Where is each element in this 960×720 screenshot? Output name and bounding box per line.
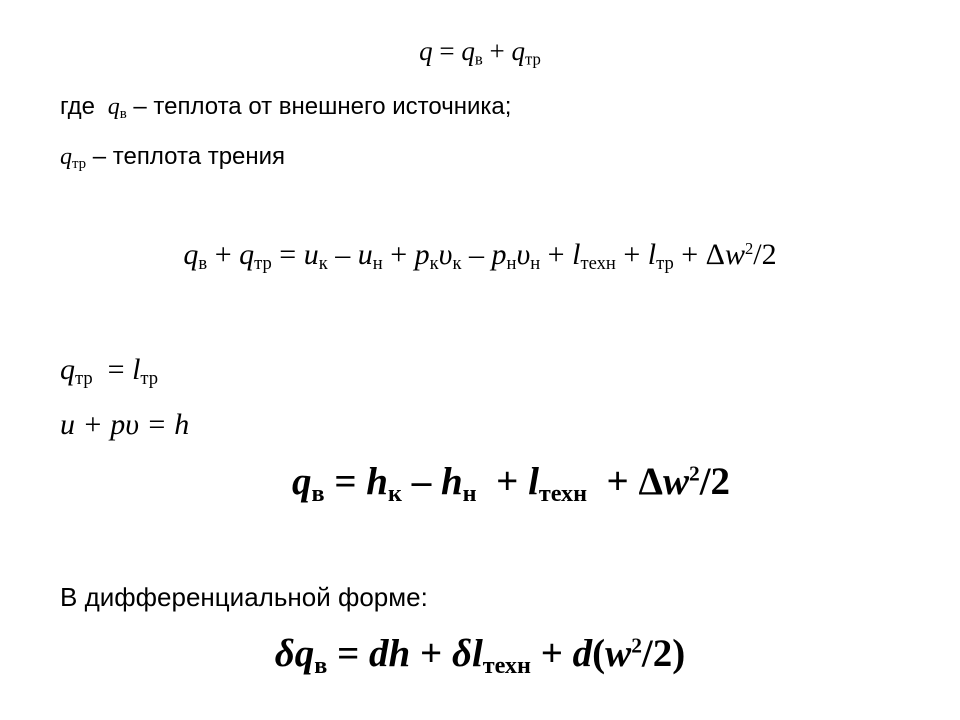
subscript: к (452, 253, 462, 275)
subscript: н (506, 253, 517, 275)
operator: + Δ (673, 238, 725, 271)
subscript: тр (140, 368, 159, 390)
symbol-d: d (572, 632, 593, 675)
operator: + (530, 632, 573, 675)
operator: – (327, 238, 358, 271)
symbol-p: p (491, 238, 507, 271)
subscript-v: в (474, 49, 483, 69)
superscript: 2 (689, 461, 700, 486)
subscript: н (462, 479, 477, 507)
operator: = (324, 460, 367, 503)
symbol-q: q (292, 460, 312, 503)
symbol-l: l (132, 353, 141, 386)
operator: + Δ (587, 460, 663, 503)
fraction-tail: /2 (753, 238, 777, 271)
symbol-h: h (440, 460, 463, 503)
subscript: тр (254, 253, 272, 275)
friction-equality (60, 355, 158, 389)
symbol-delta-l: δl (451, 632, 483, 675)
symbol-q-external: q (107, 94, 120, 120)
subscript: н (530, 253, 541, 275)
symbol-q: q (60, 353, 75, 386)
heat-balance-equation (0, 38, 960, 68)
where-word: где (60, 93, 102, 120)
fraction-tail: /2) (641, 632, 686, 675)
differential-form-heading: В дифференциальной форме: (60, 582, 428, 612)
differential-equation (0, 634, 960, 678)
subscript: в (314, 651, 328, 679)
subscript: н (372, 253, 383, 275)
superscript: 2 (744, 238, 754, 258)
subscript: техн (538, 479, 588, 507)
definition-text: – теплота от внешнего источника; (126, 93, 512, 120)
symbol-q: q (183, 238, 199, 271)
operator-plus: + (482, 36, 512, 66)
operator: + (207, 238, 240, 271)
symbol-q-external: q (461, 36, 475, 66)
definition-external-heat (60, 95, 511, 122)
symbol-l: l (572, 238, 581, 271)
symbol-u: u (303, 238, 319, 271)
symbol-upsilon: υ (438, 238, 453, 271)
symbol-q-friction: q (511, 36, 525, 66)
subscript-v: в (119, 106, 127, 123)
operator: = (271, 238, 304, 271)
subscript: к (429, 253, 439, 275)
subscript: тр (75, 368, 93, 390)
operator: + (540, 238, 573, 271)
definition-friction-heat (60, 145, 285, 172)
symbol-q: q (419, 36, 433, 66)
operator: = (92, 353, 133, 386)
symbol-p: p (414, 238, 430, 271)
subscript-tr: тр (524, 49, 541, 69)
subscript: в (198, 253, 208, 275)
paren-open: ( (592, 632, 606, 675)
symbol-w: w (605, 632, 632, 675)
operator: + (615, 238, 648, 271)
energy-balance-equation (0, 240, 960, 274)
subscript-tr: тр (72, 156, 87, 173)
symbol-w: w (724, 238, 745, 271)
symbol-q: q (239, 238, 255, 271)
operator: + (476, 460, 529, 503)
operator: – (401, 460, 441, 503)
enthalpy-definition: u + pυ = h (60, 408, 190, 441)
symbol-h: h (366, 460, 388, 503)
subscript: к (318, 253, 328, 275)
symbol-w: w (662, 460, 689, 503)
symbol-l: l (528, 460, 539, 503)
superscript: 2 (631, 633, 642, 658)
subscript: тр (656, 253, 674, 275)
subscript: техн (482, 651, 531, 679)
operator-equals: = (432, 36, 462, 66)
operator: + (410, 632, 452, 675)
definition-text: – теплота трения (86, 143, 286, 170)
subscript: в (311, 479, 325, 507)
symbol-dh: dh (369, 632, 411, 675)
symbol-upsilon: υ (516, 238, 531, 271)
symbol-l: l (647, 238, 657, 271)
subscript: техн (580, 253, 616, 275)
subscript: к (388, 479, 402, 507)
operator: + (382, 238, 415, 271)
symbol-q-friction: q (60, 144, 72, 170)
symbol-u: u (357, 238, 373, 271)
result-equation (292, 462, 730, 506)
operator: – (461, 238, 492, 271)
fraction-tail: /2 (699, 460, 731, 503)
operator: = (327, 632, 370, 675)
symbol-delta-q: δq (274, 632, 315, 675)
